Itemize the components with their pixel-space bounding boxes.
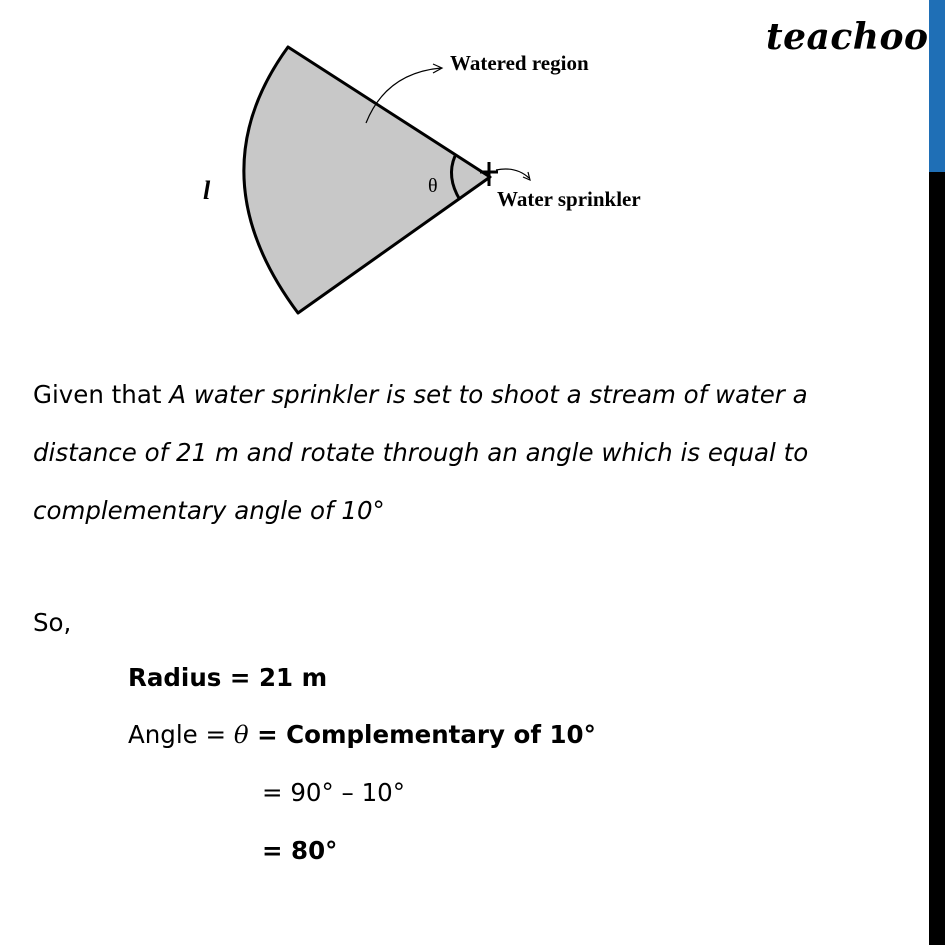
angle-label: θ	[428, 175, 438, 197]
theta-symbol: θ	[233, 720, 249, 749]
angle-value: = Complementary of 10°	[248, 720, 596, 749]
sector-diagram	[0, 0, 945, 340]
step-2-result: = 80°	[262, 836, 338, 865]
given-paragraph	[33, 366, 893, 540]
step-1: = 90° – 10°	[262, 778, 405, 807]
angle-label-text: Angle =	[128, 720, 234, 749]
arc-length-label: l	[203, 176, 211, 205]
given-line-2: distance of 21 m and rotate through an angle which is equal to	[33, 438, 809, 467]
sprinkler-pointer	[496, 169, 529, 178]
so-text: So,	[33, 608, 72, 637]
radius-line: Radius = 21 m	[128, 663, 328, 692]
teachoo-logo: teachoo	[766, 16, 929, 58]
angle-line	[128, 720, 596, 749]
given-line-3: complementary angle of 10°	[33, 496, 385, 525]
given-line-1: A water sprinkler is set to shoot a stream of water a	[169, 380, 808, 409]
watered-region-label: Watered region	[450, 51, 589, 75]
water-sprinkler-label: Water sprinkler	[497, 187, 641, 211]
given-prefix: Given that	[33, 380, 170, 409]
